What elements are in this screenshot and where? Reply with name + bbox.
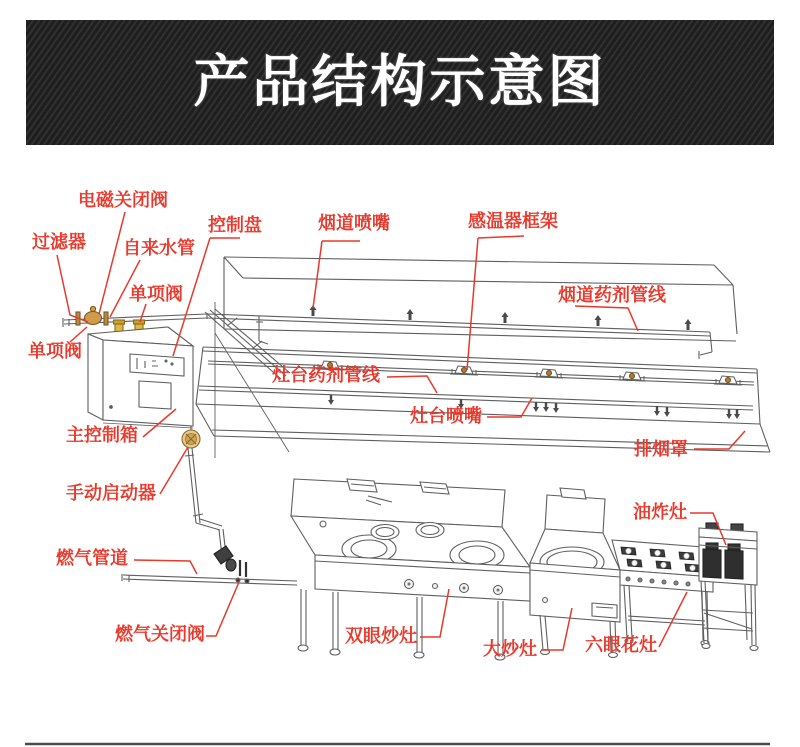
- label-fryer-stove: 油炸灶: [633, 502, 687, 522]
- page-title: 产品结构示意图: [193, 50, 607, 113]
- label-flue-nozzle: 烟道喷嘴: [318, 213, 390, 233]
- label-filter: 过滤器: [32, 232, 86, 252]
- label-big-wok-stove: 大炒灶: [483, 639, 537, 659]
- gas-piping-drawing: [122, 448, 297, 585]
- label-gas-pipeline: 燃气管道: [56, 548, 128, 568]
- manual-starter-drawing: [182, 426, 200, 448]
- label-tap-water-pipe: 自来水管: [123, 238, 195, 258]
- stove-knob: [494, 586, 503, 595]
- label-temp-sensor-frame: 感温器框架: [468, 211, 558, 231]
- flue-agent-pipeline-drawing: [207, 313, 712, 359]
- stove-knob: [460, 584, 469, 593]
- big-wok-stove-drawing: [530, 488, 620, 658]
- label-exhaust-hood: 排烟罩: [634, 439, 688, 459]
- label-check-valve-upper: 单项阀: [129, 284, 183, 304]
- label-main-control-box: 主控制箱: [66, 425, 138, 445]
- stove-knob: [405, 580, 414, 589]
- label-check-valve-lower: 单项阀: [28, 341, 82, 361]
- label-stove-agent-pipeline: 灶台药剂管线: [272, 365, 380, 385]
- flue-nozzles: [310, 305, 692, 330]
- label-six-eye-stove: 六眼花灶: [585, 635, 657, 655]
- label-manual-starter: 手动启动器: [66, 483, 156, 503]
- label-flue-agent-pipeline: 烟道药剂管线: [558, 285, 666, 305]
- label-stove-nozzle: 灶台喷嘴: [410, 406, 482, 426]
- hood-duct-drawing: [196, 257, 770, 458]
- label-gas-shutoff-valve: 燃气关闭阀: [115, 624, 205, 644]
- label-double-wok-stove: 双眼炒灶: [345, 626, 417, 646]
- label-control-panel: 控制盘: [208, 215, 262, 235]
- label-solenoid-shutoff-valve: 电磁关闭阀: [78, 190, 168, 210]
